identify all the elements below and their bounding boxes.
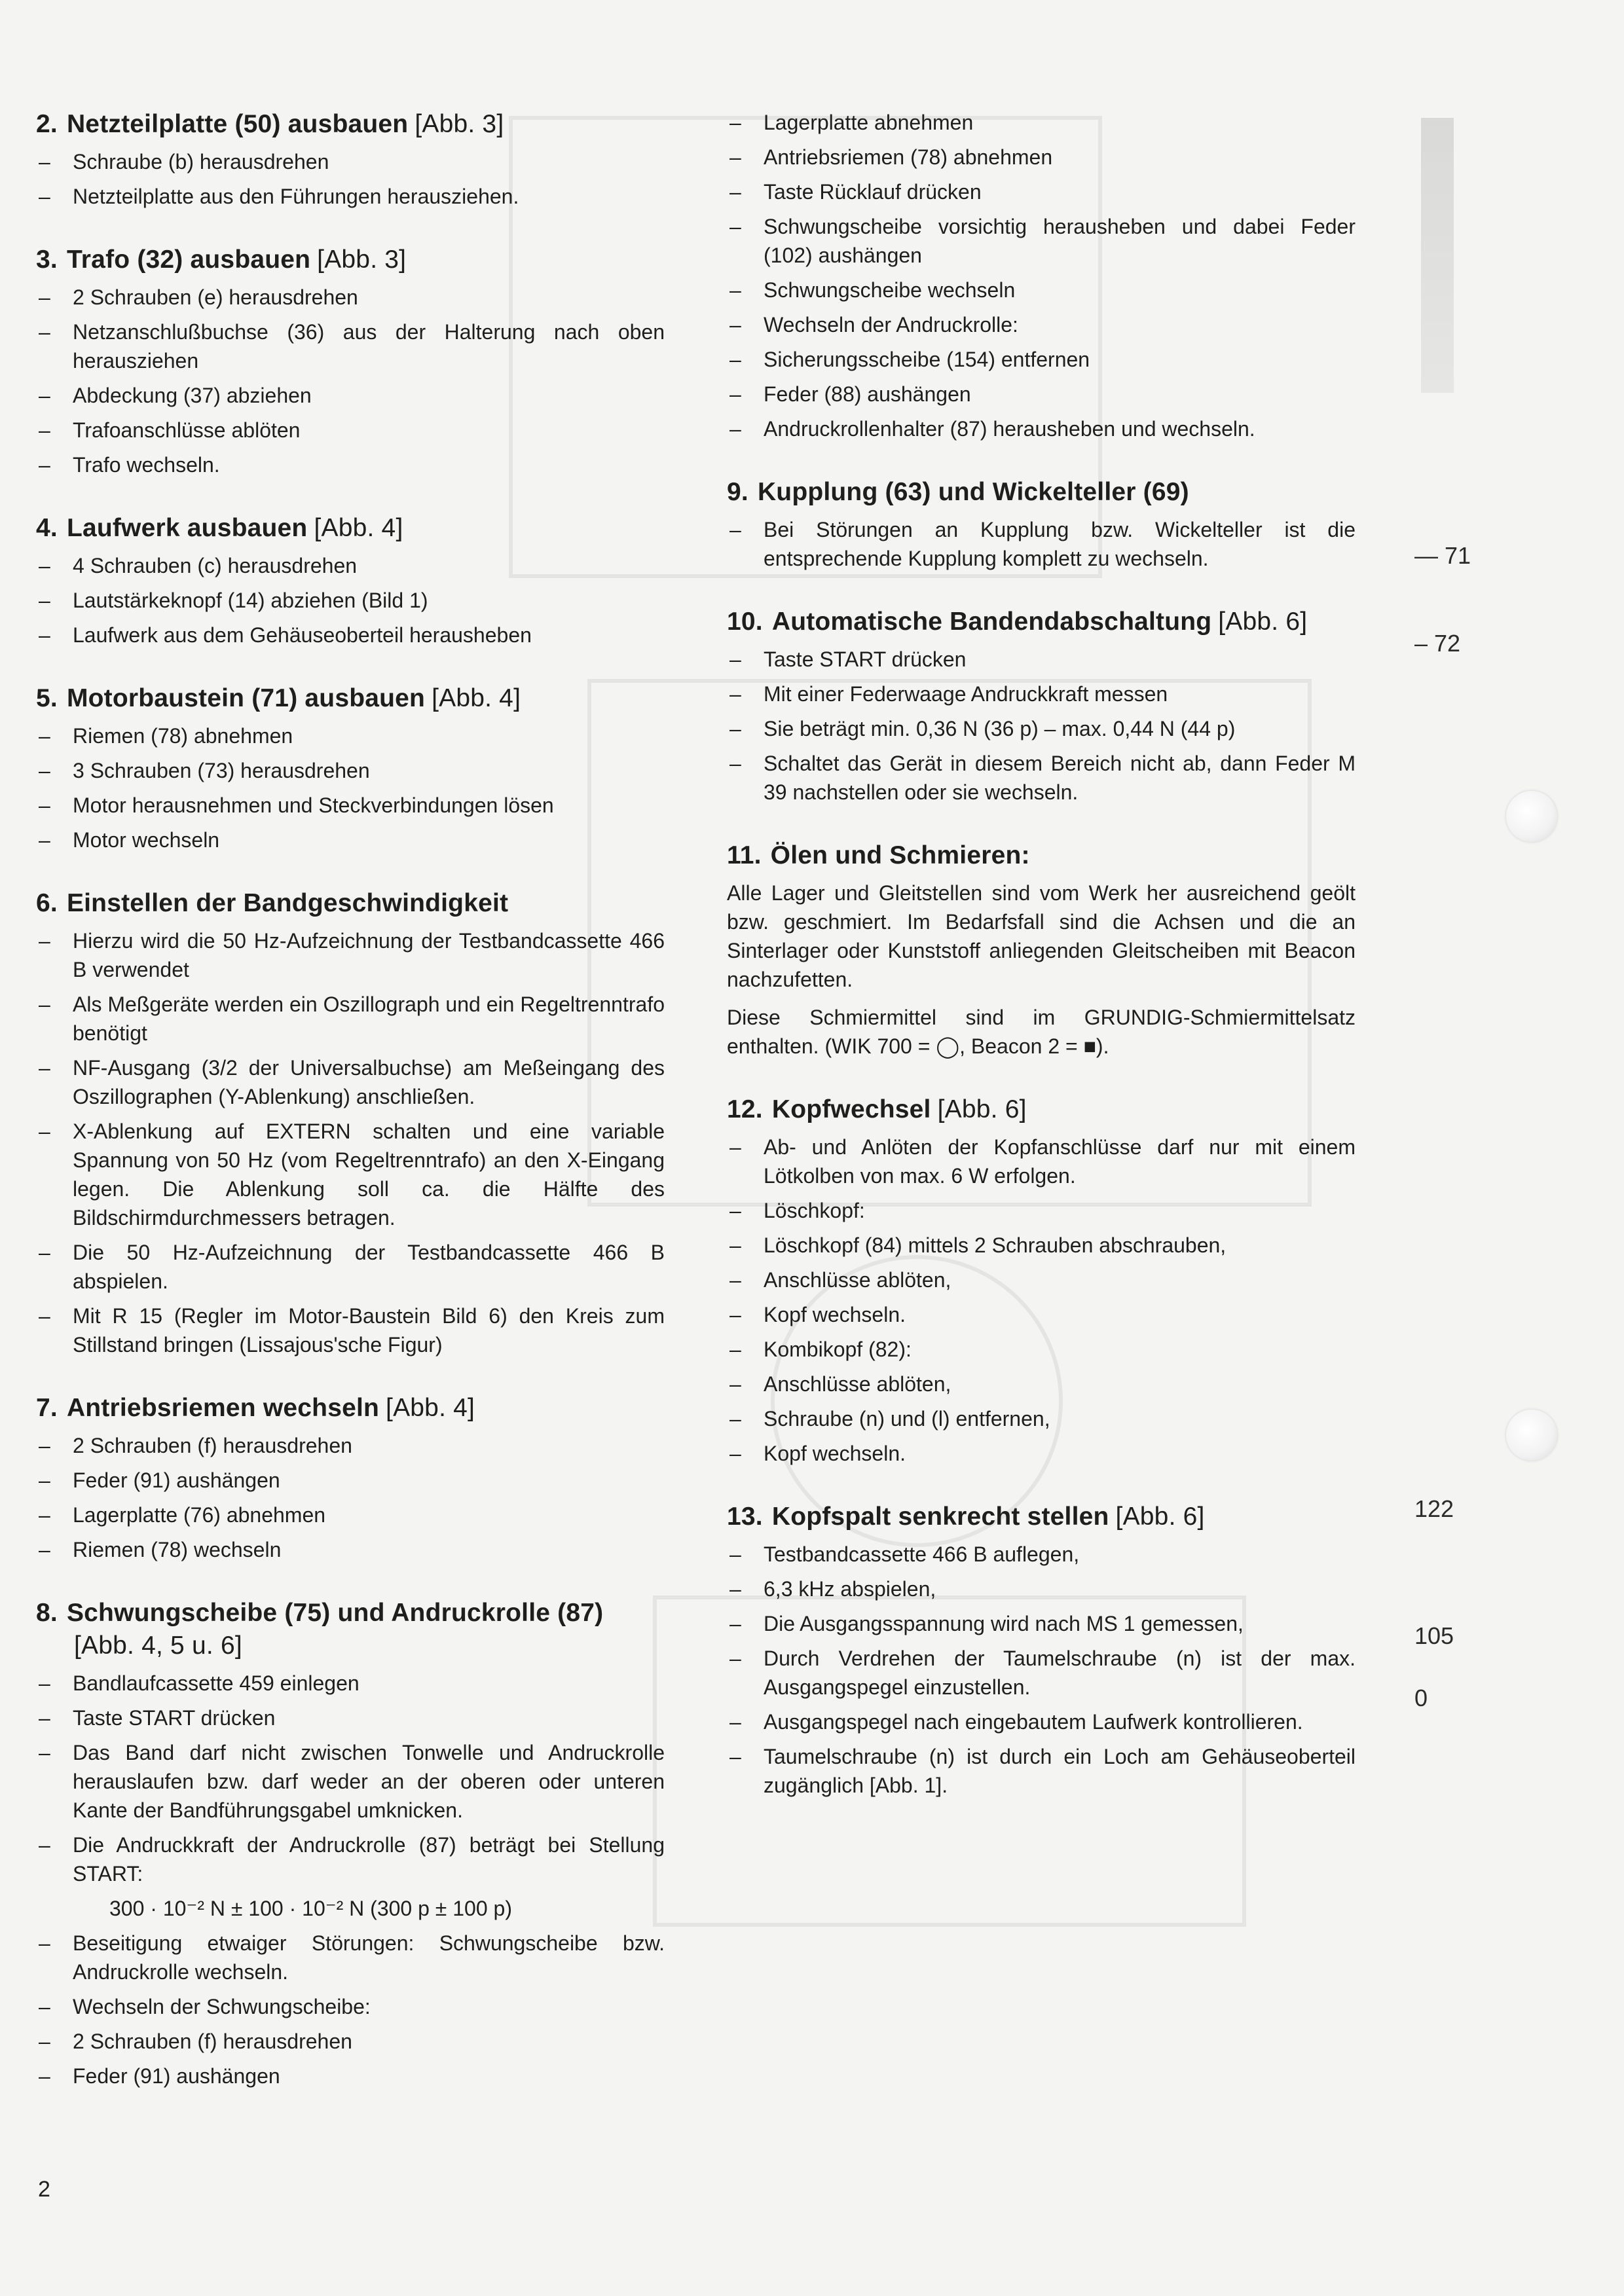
section-title: Automatische Bandendabschaltung xyxy=(771,608,1212,636)
step-item: – Kopf wechseln. xyxy=(727,1439,1356,1468)
section-title: Ölen und Schmieren: xyxy=(770,841,1030,869)
section-number: 4. xyxy=(36,514,58,542)
left-sections xyxy=(36,108,665,1564)
step-list xyxy=(36,551,665,649)
section-heading xyxy=(727,1501,1356,1533)
section-number: 6. xyxy=(36,889,58,917)
step-item: – Mit R 15 (Regler im Motor-Baustein Bild 6) den Kreis zum Stillstand bringen (Lissajous'sche Figur) xyxy=(36,1302,665,1359)
section-9 xyxy=(727,476,1356,573)
edge-label: – 72 xyxy=(1414,630,1461,657)
section-3 xyxy=(36,244,665,479)
step-item: – 6,3 kHz abspielen, xyxy=(727,1575,1356,1603)
step-item: – Kopf wechseln. xyxy=(727,1300,1356,1329)
right-sections-a xyxy=(727,476,1356,807)
step-item: – Schwungscheibe vorsichtig herausheben und dabei Feder (102) aushängen xyxy=(727,212,1356,270)
step-item: – Beseitigung etwaiger Störungen: Schwungscheibe bzw. Andruckrolle wechseln. xyxy=(36,1929,665,1986)
step-item: – Lautstärkeknopf (14) abziehen (Bild 1) xyxy=(36,586,665,615)
formula: 300 · 10⁻² N ± 100 · 10⁻² N (300 p ± 100 p) xyxy=(109,1897,512,1920)
step-list xyxy=(727,1133,1356,1468)
step-item: – Feder (91) aushängen xyxy=(36,2062,665,2090)
section-heading xyxy=(727,606,1356,638)
section-reference: [Abb. 4] xyxy=(314,514,403,542)
section-heading xyxy=(36,108,665,141)
step-item: – 2 Schrauben (f) herausdrehen xyxy=(36,1431,665,1460)
step-item: – Das Band darf nicht zwischen Tonwelle und Andruckrolle herauslaufen bzw. darf weder an der oberen oder unteren Kante der Bandführungsgabel umknicken. xyxy=(36,1738,665,1825)
step-item: – Wechseln der Andruckrolle: xyxy=(727,310,1356,339)
section-12 xyxy=(727,1093,1356,1468)
section-heading xyxy=(727,1093,1356,1126)
step-item: – Motor wechseln xyxy=(36,826,665,854)
step-item: – Testbandcassette 466 B auflegen, xyxy=(727,1540,1356,1569)
edge-label: — 71 xyxy=(1414,542,1471,569)
section-reference: [Abb. 6] xyxy=(937,1095,1027,1123)
section-number: 9. xyxy=(727,478,748,506)
section-heading xyxy=(36,1392,665,1425)
step-item: – Riemen (78) wechseln xyxy=(36,1535,665,1564)
step-item: – Löschkopf: xyxy=(727,1196,1356,1225)
step-list xyxy=(36,926,665,1359)
step-list xyxy=(36,721,665,854)
section-reference: [Abb. 3] xyxy=(415,110,504,138)
section-title: Laufwerk ausbauen xyxy=(66,514,308,542)
section-title: Kupplung (63) und Wickelteller (69) xyxy=(757,478,1189,506)
step-item: – Taumelschraube (n) ist durch ein Loch am Gehäuseoberteil zugänglich [Abb. 1]. xyxy=(727,1742,1356,1800)
step-item: – Taste Rücklauf drücken xyxy=(727,177,1356,206)
paragraph: Alle Lager und Gleitstellen sind vom Werk her ausreichend geölt bzw. geschmiert. Im Bedarfsfall sind die Achsen und die an Sinterlager oder Kunststoff anliegenden Gleitscheiben mit Beacon nachzufetten. xyxy=(727,881,1356,991)
section-title: Einstellen der Bandgeschwindigkeit xyxy=(66,889,509,917)
step-item: – Sicherungsscheibe (154) entfernen xyxy=(727,345,1356,374)
section-heading xyxy=(727,839,1356,872)
step-item: – Feder (88) aushängen xyxy=(727,380,1356,409)
section-13 xyxy=(727,1501,1356,1800)
section-heading xyxy=(36,244,665,276)
step-item: – Riemen (78) abnehmen xyxy=(36,721,665,750)
step-item: – Anschlüsse ablöten, xyxy=(727,1266,1356,1294)
step-item: – Ab- und Anlöten der Kopfanschlüsse darf nur mit einem Lötkolben von max. 6 W erfolgen. xyxy=(727,1133,1356,1190)
section-reference: [Abb. 4, 5 u. 6] xyxy=(74,1631,242,1660)
step-item: – Netzanschlußbuchse (36) aus der Halterung nach oben herausziehen xyxy=(36,318,665,375)
step-item: – Abdeckung (37) abziehen xyxy=(36,381,665,410)
edge-label: 105 xyxy=(1414,1622,1454,1649)
section-6 xyxy=(36,887,665,1359)
right-sections-b xyxy=(727,1093,1356,1800)
step-item: – Bei Störungen an Kupplung bzw. Wickelteller ist die entsprechende Kupplung komplett zu wechseln. xyxy=(727,515,1356,573)
section-number: 2. xyxy=(36,110,58,138)
punch-hole xyxy=(1506,1410,1557,1461)
step-item: – NF-Ausgang (3/2 der Universalbuchse) am Meßeingang des Oszillographen (Y-Ablenkung) anschließen. xyxy=(36,1053,665,1111)
section-7 xyxy=(36,1392,665,1564)
section-title: Trafo (32) ausbauen xyxy=(66,246,311,274)
step-list xyxy=(727,645,1356,807)
section-title: Schwungscheibe (75) und Andruckrolle (87) xyxy=(66,1599,604,1627)
section-title: Netzteilplatte (50) ausbauen xyxy=(66,110,409,138)
step-item: – Lagerplatte (76) abnehmen xyxy=(36,1501,665,1529)
section-heading xyxy=(36,887,665,920)
step-item: – Sie beträgt min. 0,36 N (36 p) – max. 0,44 N (44 p) xyxy=(727,714,1356,743)
edge-label: 0 xyxy=(1414,1685,1428,1711)
section-reference: [Abb. 4] xyxy=(386,1394,475,1422)
section-title: Antriebsriemen wechseln xyxy=(66,1394,380,1422)
step-item: – Schaltet das Gerät in diesem Bereich nicht ab, dann Feder M 39 nachstellen oder sie wechseln. xyxy=(727,749,1356,807)
step-list xyxy=(36,1669,665,2090)
step-item: – Hierzu wird die 50 Hz-Aufzeichnung der Testbandcassette 466 B verwendet xyxy=(36,926,665,984)
section-number: 12. xyxy=(727,1095,763,1123)
step-list xyxy=(36,147,665,211)
section-5 xyxy=(36,682,665,854)
step-item: – Bandlaufcassette 459 einlegen xyxy=(36,1669,665,1698)
section-heading xyxy=(36,512,665,545)
left-column xyxy=(36,108,665,2123)
section-title: Motorbaustein (71) ausbauen xyxy=(66,684,426,712)
step-item: – Die Ausgangsspannung wird nach MS 1 gemessen, xyxy=(727,1609,1356,1638)
step-item: – Schraube (n) und (l) entfernen, xyxy=(727,1404,1356,1433)
section-number: 5. xyxy=(36,684,58,712)
step-item: – Die 50 Hz-Aufzeichnung der Testbandcassette 466 B abspielen. xyxy=(36,1238,665,1296)
step-item: – Feder (91) aushängen xyxy=(36,1466,665,1495)
step-list xyxy=(36,283,665,479)
step-item: – Schraube (b) herausdrehen xyxy=(36,147,665,176)
step-item: – Taste START drücken xyxy=(36,1704,665,1732)
section-title: Kopfspalt senkrecht stellen xyxy=(771,1503,1109,1531)
step-list xyxy=(727,515,1356,573)
section-4 xyxy=(36,512,665,649)
section-heading xyxy=(36,682,665,715)
step-list xyxy=(727,108,1356,443)
step-item: – Antriebsriemen (78) abnehmen xyxy=(727,143,1356,172)
section-reference: [Abb. 6] xyxy=(1218,608,1308,636)
paragraph: Diese Schmiermittel sind im GRUNDIG-Schmiermittelsatz enthalten. (WIK 700 = ◯, Beacon 2 = ■). xyxy=(727,1006,1356,1058)
step-item: – 4 Schrauben (c) herausdrehen xyxy=(36,551,665,580)
section-number: 7. xyxy=(36,1394,58,1422)
section-heading xyxy=(727,476,1356,509)
step-item: – X-Ablenkung auf EXTERN schalten und eine variable Spannung von 50 Hz (vom Regeltrenntrafo) an den X-Eingang legen. Die Ablenkung soll ca. die Hälfte des Bildschirmdurchmessers betragen. xyxy=(36,1117,665,1232)
section-reference: [Abb. 4] xyxy=(432,684,521,712)
step-list xyxy=(36,1431,665,1564)
section-11 xyxy=(727,839,1356,1061)
section-reference: [Abb. 6] xyxy=(1115,1503,1205,1531)
step-item: – Löschkopf (84) mittels 2 Schrauben abschrauben, xyxy=(727,1231,1356,1260)
section-number: 8. xyxy=(36,1599,58,1627)
section-number: 10. xyxy=(727,608,763,636)
step-item: – Trafoanschlüsse ablöten xyxy=(36,416,665,445)
step-item: – Schwungscheibe wechseln xyxy=(727,276,1356,304)
step-item: – Mit einer Federwaage Andruckkraft messen xyxy=(727,680,1356,708)
step-item: – Andruckrollenhalter (87) herausheben und wechseln. xyxy=(727,414,1356,443)
edge-label: 122 xyxy=(1414,1495,1454,1522)
scan-edge-strip xyxy=(1421,118,1454,393)
section-8 xyxy=(36,1597,665,2090)
right-column xyxy=(727,108,1356,1832)
step-item: – Ausgangspegel nach eingebautem Laufwerk kontrollieren. xyxy=(727,1707,1356,1736)
section-heading xyxy=(36,1597,665,1662)
section-title: Kopfwechsel xyxy=(771,1095,931,1123)
step-item: – Anschlüsse ablöten, xyxy=(727,1370,1356,1398)
continued-steps xyxy=(727,108,1356,443)
section-number: 3. xyxy=(36,246,58,274)
section-reference: [Abb. 3] xyxy=(317,246,407,274)
step-item: – Taste START drücken xyxy=(727,645,1356,674)
step-item: – 2 Schrauben (f) herausdrehen xyxy=(36,2027,665,2056)
step-item: – 2 Schrauben (e) herausdrehen xyxy=(36,283,665,312)
section-number: 11. xyxy=(727,841,762,869)
step-item: – Motor herausnehmen und Steckverbindungen lösen xyxy=(36,791,665,820)
punch-hole xyxy=(1506,791,1557,842)
step-item: – Als Meßgeräte werden ein Oszillograph und ein Regeltrenntrafo benötigt xyxy=(36,990,665,1048)
section-number: 13. xyxy=(727,1503,763,1531)
section-2 xyxy=(36,108,665,211)
step-item: – Laufwerk aus dem Gehäuseoberteil herausheben xyxy=(36,621,665,649)
step-list xyxy=(727,1540,1356,1800)
step-item: – Netzteilplatte aus den Führungen herausziehen. xyxy=(36,182,665,211)
step-item: – Wechseln der Schwungscheibe: xyxy=(36,1992,665,2021)
step-item: – 3 Schrauben (73) herausdrehen xyxy=(36,756,665,785)
step-item: – Die Andruckkraft der Andruckrolle (87) beträgt bei Stellung START: xyxy=(36,1831,665,1888)
step-item: – Durch Verdrehen der Taumelschraube (n) ist der max. Ausgangspegel einzustellen. xyxy=(727,1644,1356,1702)
section-10 xyxy=(727,606,1356,807)
step-item: – Lagerplatte abnehmen xyxy=(727,108,1356,137)
step-item: – Kombikopf (82): xyxy=(727,1335,1356,1364)
step-item: – Trafo wechseln. xyxy=(36,450,665,479)
page-number: 2 xyxy=(38,2177,50,2202)
